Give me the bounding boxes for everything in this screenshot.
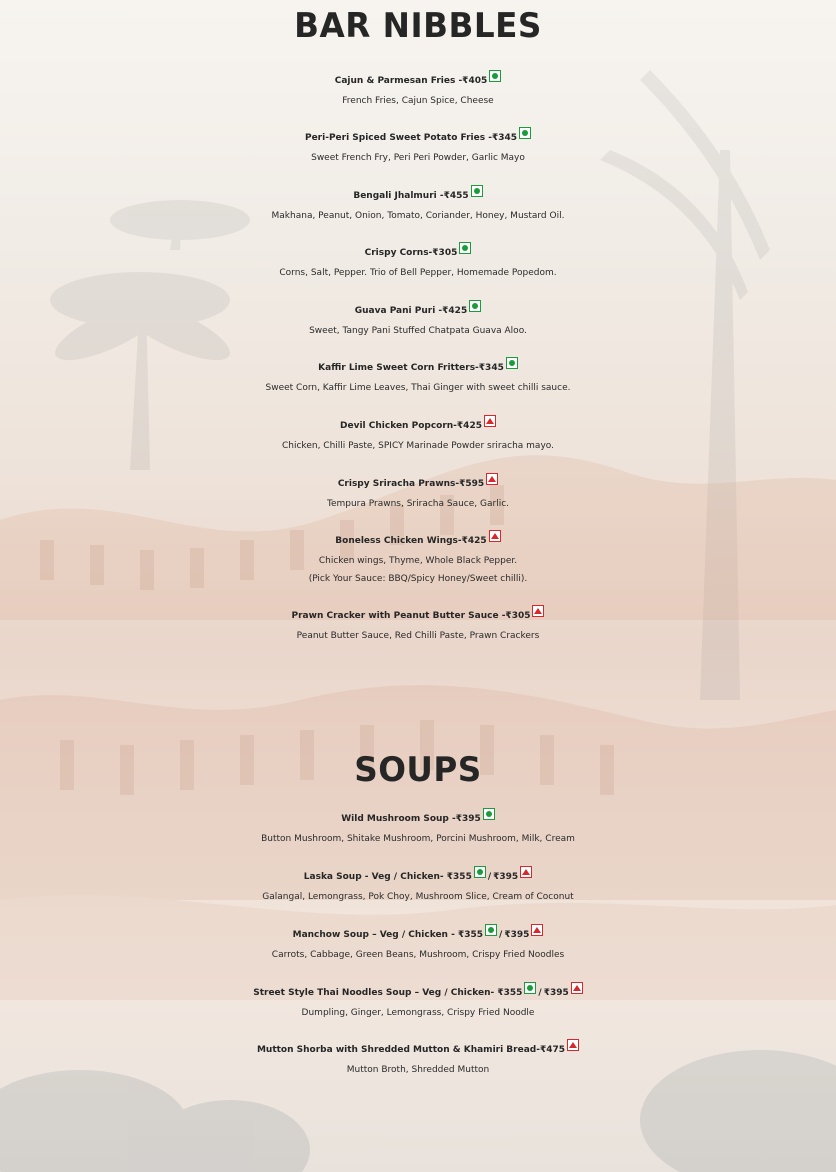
- menu-item: [0, 924, 836, 964]
- veg-mark-icon: [474, 866, 486, 878]
- item-name: Boneless Chicken Wings-₹425: [335, 536, 487, 546]
- menu-item: [0, 866, 836, 906]
- non-veg-mark-icon: [531, 924, 543, 936]
- item-name: Guava Pani Puri -₹425: [354, 306, 468, 316]
- non-veg-mark-icon: [571, 982, 583, 994]
- item-name: Street Style Thai Noodles Soup – Veg / Chicken- ₹355: [253, 988, 523, 998]
- item-name: Kaffir Lime Sweet Corn Fritters-₹345: [318, 363, 504, 373]
- item-description: Sweet Corn, Kaffir Lime Leaves, Thai Ginger with sweet chilli sauce.: [265, 383, 571, 393]
- item-description: Makhana, Peanut, Onion, Tomato, Coriander, Honey, Mustard Oil.: [271, 211, 565, 221]
- veg-mark-icon: [459, 242, 471, 254]
- item-description: Button Mushroom, Shitake Mushroom, Porcini Mushroom, Milk, Cream: [261, 834, 575, 844]
- item-price-nonveg: ₹395: [543, 988, 569, 998]
- item-name: Laska Soup - Veg / Chicken- ₹355: [303, 872, 472, 882]
- menu-item: [0, 70, 836, 110]
- veg-mark-icon: [469, 300, 481, 312]
- item-name: Cajun & Parmesan Fries -₹405: [334, 76, 488, 86]
- veg-mark-icon: [483, 808, 495, 820]
- veg-mark-icon: [485, 924, 497, 936]
- menu-item: [0, 982, 836, 1022]
- veg-mark-icon: [524, 982, 536, 994]
- item-description: Dumpling, Ginger, Lemongrass, Crispy Fried Noodle: [301, 1008, 535, 1018]
- item-price-nonveg: ₹395: [493, 872, 519, 882]
- non-veg-mark-icon: [486, 473, 498, 485]
- item-description: Chicken wings, Thyme, Whole Black Pepper. (Pick Your Sauce: BBQ/Spicy Honey/Sweet chilli).: [308, 556, 528, 584]
- item-description: Sweet, Tangy Pani Stuffed Chatpata Guava Aloo.: [309, 326, 527, 336]
- item-description: Peanut Butter Sauce, Red Chilli Paste, Prawn Crackers: [296, 631, 540, 641]
- item-description: French Fries, Cajun Spice, Cheese: [342, 96, 494, 106]
- item-name: Devil Chicken Popcorn-₹425: [340, 421, 482, 431]
- item-name: Wild Mushroom Soup -₹395: [341, 814, 481, 824]
- non-veg-mark-icon: [532, 605, 544, 617]
- section-title-bar-nibbles: BAR NIBBLES: [294, 6, 542, 46]
- non-veg-mark-icon: [567, 1039, 579, 1051]
- item-name: Bengali Jhalmuri -₹455: [353, 191, 469, 201]
- item-name: Crispy Sriracha Prawns-₹595: [337, 479, 485, 489]
- veg-mark-icon: [489, 70, 501, 82]
- menu-item: [0, 808, 836, 848]
- item-name: Prawn Cracker with Peanut Butter Sauce -₹305: [291, 611, 531, 621]
- item-description: Chicken, Chilli Paste, SPICY Marinade Powder sriracha mayo.: [282, 441, 554, 451]
- item-description: Corns, Salt, Pepper. Trio of Bell Pepper, Homemade Popedom.: [279, 268, 557, 278]
- item-description: Galangal, Lemongrass, Pok Choy, Mushroom Slice, Cream of Coconut: [262, 892, 574, 902]
- menu-item: [0, 127, 836, 167]
- menu-item: [0, 1039, 836, 1079]
- menu-item: [0, 357, 836, 397]
- veg-mark-icon: [506, 357, 518, 369]
- price-separator: /: [487, 872, 492, 882]
- veg-mark-icon: [471, 185, 483, 197]
- non-veg-mark-icon: [489, 530, 501, 542]
- item-name: Manchow Soup – Veg / Chicken - ₹355: [292, 930, 484, 940]
- menu-item: [0, 300, 836, 340]
- price-separator: /: [538, 988, 542, 998]
- non-veg-mark-icon: [520, 866, 532, 878]
- veg-mark-icon: [519, 127, 531, 139]
- non-veg-mark-icon: [484, 415, 496, 427]
- item-description: Sweet French Fry, Peri Peri Powder, Garlic Mayo: [311, 153, 525, 163]
- item-description: Carrots, Cabbage, Green Beans, Mushroom, Crispy Fried Noodles: [271, 950, 565, 960]
- menu-item: [0, 530, 836, 588]
- item-description: Tempura Prawns, Sriracha Sauce, Garlic.: [326, 499, 510, 509]
- item-name: Peri-Peri Spiced Sweet Potato Fries -₹345: [304, 133, 518, 143]
- item-description: Mutton Broth, Shredded Mutton: [346, 1065, 490, 1075]
- menu-item: [0, 185, 836, 225]
- menu-item: [0, 473, 836, 513]
- section-title-soups: SOUPS: [354, 750, 482, 790]
- menu-item: [0, 242, 836, 282]
- item-price-nonveg: ₹395: [504, 930, 530, 940]
- item-name: Crispy Corns-₹305: [364, 248, 458, 258]
- menu-item: [0, 415, 836, 455]
- menu-item: [0, 605, 836, 645]
- item-name: Mutton Shorba with Shredded Mutton & Khamiri Bread-₹475: [256, 1045, 566, 1055]
- price-separator: /: [499, 930, 503, 940]
